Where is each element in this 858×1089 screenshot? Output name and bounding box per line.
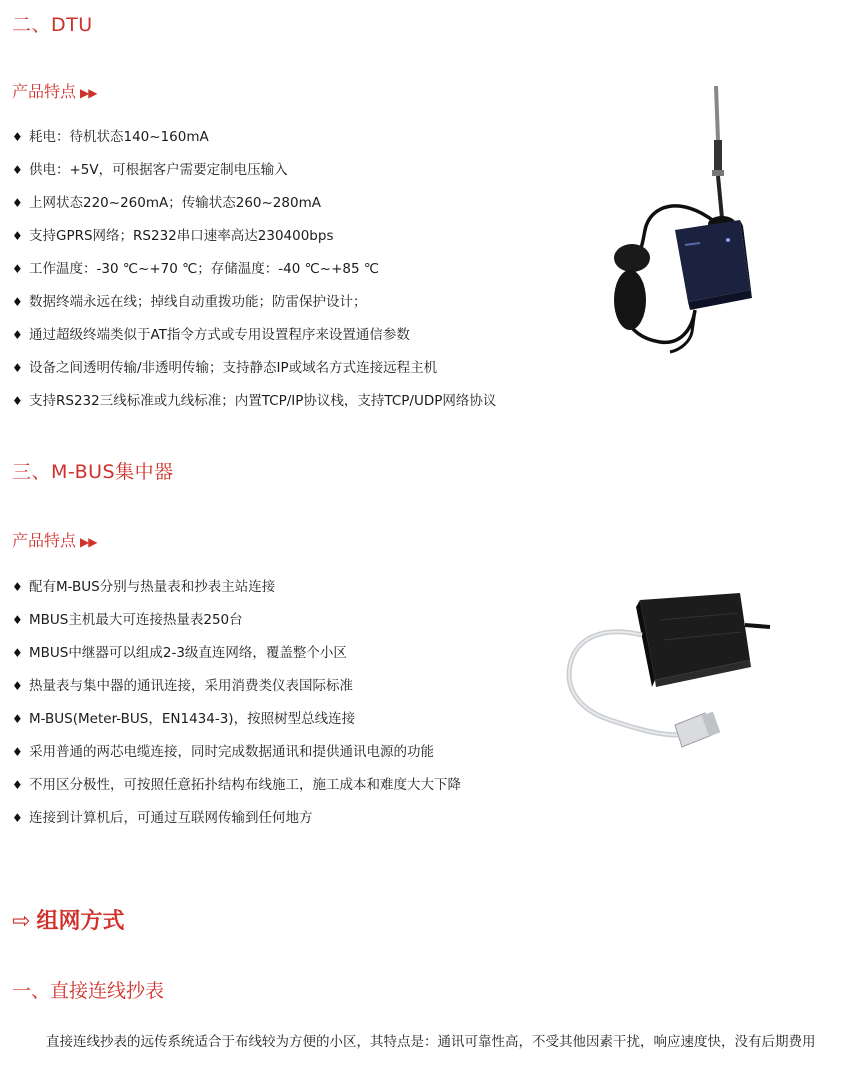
dtu-heading: 二、DTU: [12, 14, 93, 36]
feature-item: [12, 128, 496, 161]
direct-reading-paragraph: 直接连线抄表的远传系统适合于布线较为方便的小区，其特点是：通讯可靠性高，不受其他因素干扰，响应速度快，没有后期费用: [46, 1034, 816, 1050]
feature-text: 工作温度：-30 ℃~+70 ℃；存储温度：-40 ℃~+85 ℃: [29, 261, 380, 277]
feature-item: [12, 578, 461, 611]
feature-text: MBUS中继器可以组成2-3级直连网络，覆盖整个小区: [29, 645, 347, 661]
diamond-bullet-icon: ♦: [12, 745, 23, 759]
diamond-bullet-icon: ♦: [12, 361, 23, 375]
mbus-concentrator-photo: [560, 585, 780, 760]
feature-item: [12, 710, 461, 743]
dtu-feature-list: [12, 128, 496, 425]
feature-text: M-BUS(Meter-BUS，EN1434-3)，按照树型总线连接: [29, 711, 356, 727]
feature-text: 热量表与集中器的通讯连接，采用消费类仪表国际标准: [29, 678, 353, 694]
feature-item: [12, 644, 461, 677]
diamond-bullet-icon: ♦: [12, 196, 23, 210]
diamond-bullet-icon: ♦: [12, 130, 23, 144]
mbus-feature-list: [12, 578, 461, 842]
feature-item: [12, 611, 461, 644]
feature-item: [12, 776, 461, 809]
feature-text: 上网状态220~260mA；传输状态260~280mA: [29, 195, 321, 211]
diamond-bullet-icon: ♦: [12, 262, 23, 276]
diamond-bullet-icon: ♦: [12, 394, 23, 408]
diamond-bullet-icon: ♦: [12, 295, 23, 309]
feature-item: [12, 809, 461, 842]
dtu-device-photo: [600, 80, 770, 355]
network-heading: [12, 904, 124, 935]
feature-item: [12, 293, 496, 326]
hollow-arrow-icon: ⇨: [12, 909, 31, 934]
diamond-bullet-icon: ♦: [12, 229, 23, 243]
network-heading-text: 组网方式: [36, 909, 125, 934]
diamond-bullet-icon: ♦: [12, 712, 23, 726]
dtu-features-heading: [12, 79, 96, 102]
feature-text: 通过超级终端类似于AT指令方式或专用设置程序来设置通信参数: [29, 327, 410, 343]
feature-text: 连接到计算机后，可通过互联网传输到任何地方: [29, 810, 313, 826]
mbus-features-title: 产品特点: [12, 531, 77, 550]
direct-reading-heading: 一、直接连线抄表: [12, 980, 165, 1002]
feature-item: [12, 326, 496, 359]
diamond-bullet-icon: ♦: [12, 613, 23, 627]
feature-item: [12, 161, 496, 194]
diamond-bullet-icon: ♦: [12, 646, 23, 660]
feature-text: 支持GPRS网络；RS232串口速率高达230400bps: [29, 228, 334, 244]
feature-text: 耗电：待机状态140~160mA: [29, 129, 209, 145]
diamond-bullet-icon: ♦: [12, 778, 23, 792]
feature-text: 设备之间透明传输/非透明传输；支持静态IP或域名方式连接远程主机: [29, 360, 438, 376]
feature-item: [12, 677, 461, 710]
feature-text: 采用普通的两芯电缆连接，同时完成数据通讯和提供通讯电源的功能: [29, 744, 434, 760]
feature-text: 配有M-BUS分别与热量表和抄表主站连接: [29, 579, 276, 595]
diamond-bullet-icon: ♦: [12, 328, 23, 342]
diamond-bullet-icon: ♦: [12, 811, 23, 825]
feature-item: [12, 392, 496, 425]
feature-text: 支持RS232三线标准或九线标准；内置TCP/IP协议栈，支持TCP/UDP网络协议: [29, 393, 497, 409]
feature-text: 不用区分极性，可按照任意拓扑结构布线施工，施工成本和难度大大下降: [29, 777, 461, 793]
diamond-bullet-icon: ♦: [12, 580, 23, 594]
dtu-features-title: 产品特点: [12, 82, 77, 101]
feature-text: MBUS主机最大可连接热量表250台: [29, 612, 243, 628]
mbus-features-heading: [12, 528, 96, 551]
feature-text: 数据终端永远在线；掉线自动重拨功能；防雷保护设计；: [29, 294, 367, 310]
double-arrow-icon: ▶▶: [80, 86, 97, 100]
feature-text: 供电：+5V，可根据客户需要定制电压输入: [29, 162, 288, 178]
feature-item: [12, 359, 496, 392]
double-arrow-icon: ▶▶: [80, 535, 97, 549]
diamond-bullet-icon: ♦: [12, 679, 23, 693]
feature-item: [12, 194, 496, 227]
diamond-bullet-icon: ♦: [12, 163, 23, 177]
feature-item: [12, 227, 496, 260]
mbus-heading: 三、M-BUS集中器: [12, 461, 174, 483]
feature-item: [12, 743, 461, 776]
feature-item: [12, 260, 496, 293]
